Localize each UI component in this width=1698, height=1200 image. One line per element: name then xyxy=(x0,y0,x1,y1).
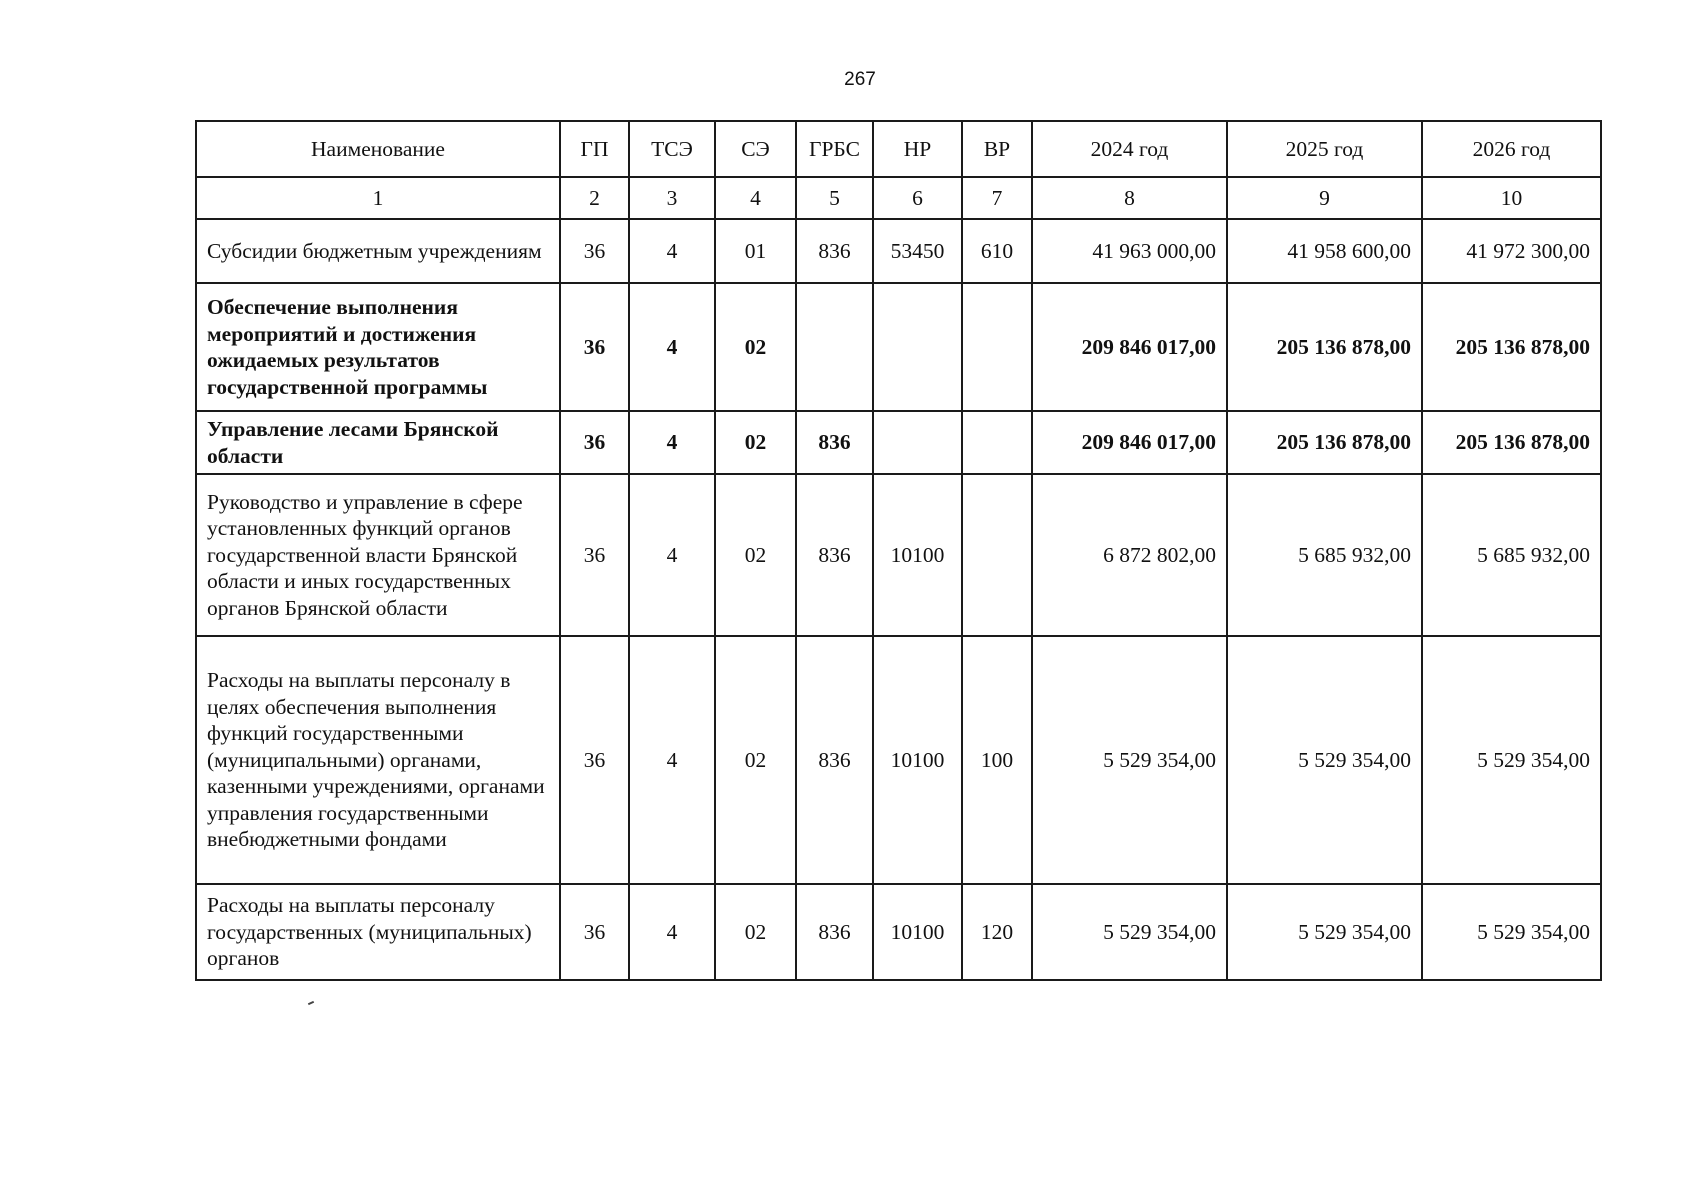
row-se: 02 xyxy=(715,411,796,474)
row-name: Руководство и управление в сфере установленных функций органов государственной власти Брянской области и иных государственных органов Брянской области xyxy=(196,474,560,636)
header-name: Наименование xyxy=(196,121,560,177)
row-vr xyxy=(962,283,1032,411)
header-nr: НР xyxy=(873,121,962,177)
row-amount-2026: 205 136 878,00 xyxy=(1422,411,1601,474)
row-grbs: 836 xyxy=(796,636,873,884)
row-tse: 4 xyxy=(629,636,715,884)
row-amount-2025: 5 529 354,00 xyxy=(1227,884,1422,980)
column-number: 9 xyxy=(1227,177,1422,219)
table-row xyxy=(196,283,1601,411)
table-header-row xyxy=(196,121,1601,177)
column-number-row xyxy=(196,177,1601,219)
row-amount-2026: 205 136 878,00 xyxy=(1422,283,1601,411)
row-tse: 4 xyxy=(629,474,715,636)
row-name: Расходы на выплаты персоналу государственных (муниципальных) органов xyxy=(196,884,560,980)
row-grbs: 836 xyxy=(796,219,873,283)
row-nr: 10100 xyxy=(873,636,962,884)
header-tse: ТСЭ xyxy=(629,121,715,177)
row-amount-2025: 41 958 600,00 xyxy=(1227,219,1422,283)
row-name: Расходы на выплаты персоналу в целях обеспечения выполнения функций государственными (муниципальными) органами, казенными учреждениями, органами управления государственными внебюджетными фондами xyxy=(196,636,560,884)
row-nr xyxy=(873,411,962,474)
row-se: 02 xyxy=(715,636,796,884)
row-amount-2026: 5 529 354,00 xyxy=(1422,884,1601,980)
row-amount-2024: 41 963 000,00 xyxy=(1032,219,1227,283)
header-vr: ВР xyxy=(962,121,1032,177)
scan-mark xyxy=(308,1001,314,1005)
row-name: Субсидии бюджетным учреждениям xyxy=(196,219,560,283)
row-vr: 100 xyxy=(962,636,1032,884)
row-tse: 4 xyxy=(629,219,715,283)
row-amount-2026: 41 972 300,00 xyxy=(1422,219,1601,283)
row-se: 02 xyxy=(715,283,796,411)
header-2024: 2024 год xyxy=(1032,121,1227,177)
column-number: 10 xyxy=(1422,177,1601,219)
table-row xyxy=(196,636,1601,884)
row-vr xyxy=(962,411,1032,474)
table-row xyxy=(196,411,1601,474)
row-amount-2025: 5 685 932,00 xyxy=(1227,474,1422,636)
row-se: 02 xyxy=(715,884,796,980)
row-amount-2026: 5 685 932,00 xyxy=(1422,474,1601,636)
row-amount-2024: 5 529 354,00 xyxy=(1032,884,1227,980)
row-tse: 4 xyxy=(629,411,715,474)
row-grbs xyxy=(796,283,873,411)
row-amount-2025: 205 136 878,00 xyxy=(1227,411,1422,474)
row-name: Обеспечение выполнения мероприятий и достижения ожидаемых результатов государственной программы xyxy=(196,283,560,411)
row-tse: 4 xyxy=(629,283,715,411)
row-grbs: 836 xyxy=(796,474,873,636)
row-gp: 36 xyxy=(560,474,629,636)
column-number: 2 xyxy=(560,177,629,219)
column-number: 3 xyxy=(629,177,715,219)
row-se: 02 xyxy=(715,474,796,636)
row-gp: 36 xyxy=(560,411,629,474)
column-number: 5 xyxy=(796,177,873,219)
header-se: СЭ xyxy=(715,121,796,177)
row-amount-2024: 5 529 354,00 xyxy=(1032,636,1227,884)
row-amount-2025: 5 529 354,00 xyxy=(1227,636,1422,884)
header-2025: 2025 год xyxy=(1227,121,1422,177)
row-amount-2024: 209 846 017,00 xyxy=(1032,283,1227,411)
budget-table xyxy=(195,120,1602,981)
column-number: 7 xyxy=(962,177,1032,219)
header-gp: ГП xyxy=(560,121,629,177)
row-gp: 36 xyxy=(560,283,629,411)
header-grbs: ГРБС xyxy=(796,121,873,177)
column-number: 6 xyxy=(873,177,962,219)
row-grbs: 836 xyxy=(796,411,873,474)
header-2026: 2026 год xyxy=(1422,121,1601,177)
table-row xyxy=(196,219,1601,283)
row-vr: 610 xyxy=(962,219,1032,283)
row-gp: 36 xyxy=(560,884,629,980)
row-nr: 10100 xyxy=(873,474,962,636)
row-amount-2024: 6 872 802,00 xyxy=(1032,474,1227,636)
row-vr xyxy=(962,474,1032,636)
row-nr: 10100 xyxy=(873,884,962,980)
page-number: 267 xyxy=(844,69,876,90)
row-se: 01 xyxy=(715,219,796,283)
row-gp: 36 xyxy=(560,636,629,884)
column-number: 4 xyxy=(715,177,796,219)
table-row xyxy=(196,474,1601,636)
row-gp: 36 xyxy=(560,219,629,283)
row-tse: 4 xyxy=(629,884,715,980)
column-number: 8 xyxy=(1032,177,1227,219)
row-nr xyxy=(873,283,962,411)
row-vr: 120 xyxy=(962,884,1032,980)
row-amount-2024: 209 846 017,00 xyxy=(1032,411,1227,474)
row-amount-2026: 5 529 354,00 xyxy=(1422,636,1601,884)
row-nr: 53450 xyxy=(873,219,962,283)
row-name: Управление лесами Брянской области xyxy=(196,411,560,474)
table-row xyxy=(196,884,1601,980)
row-grbs: 836 xyxy=(796,884,873,980)
column-number: 1 xyxy=(196,177,560,219)
row-amount-2025: 205 136 878,00 xyxy=(1227,283,1422,411)
